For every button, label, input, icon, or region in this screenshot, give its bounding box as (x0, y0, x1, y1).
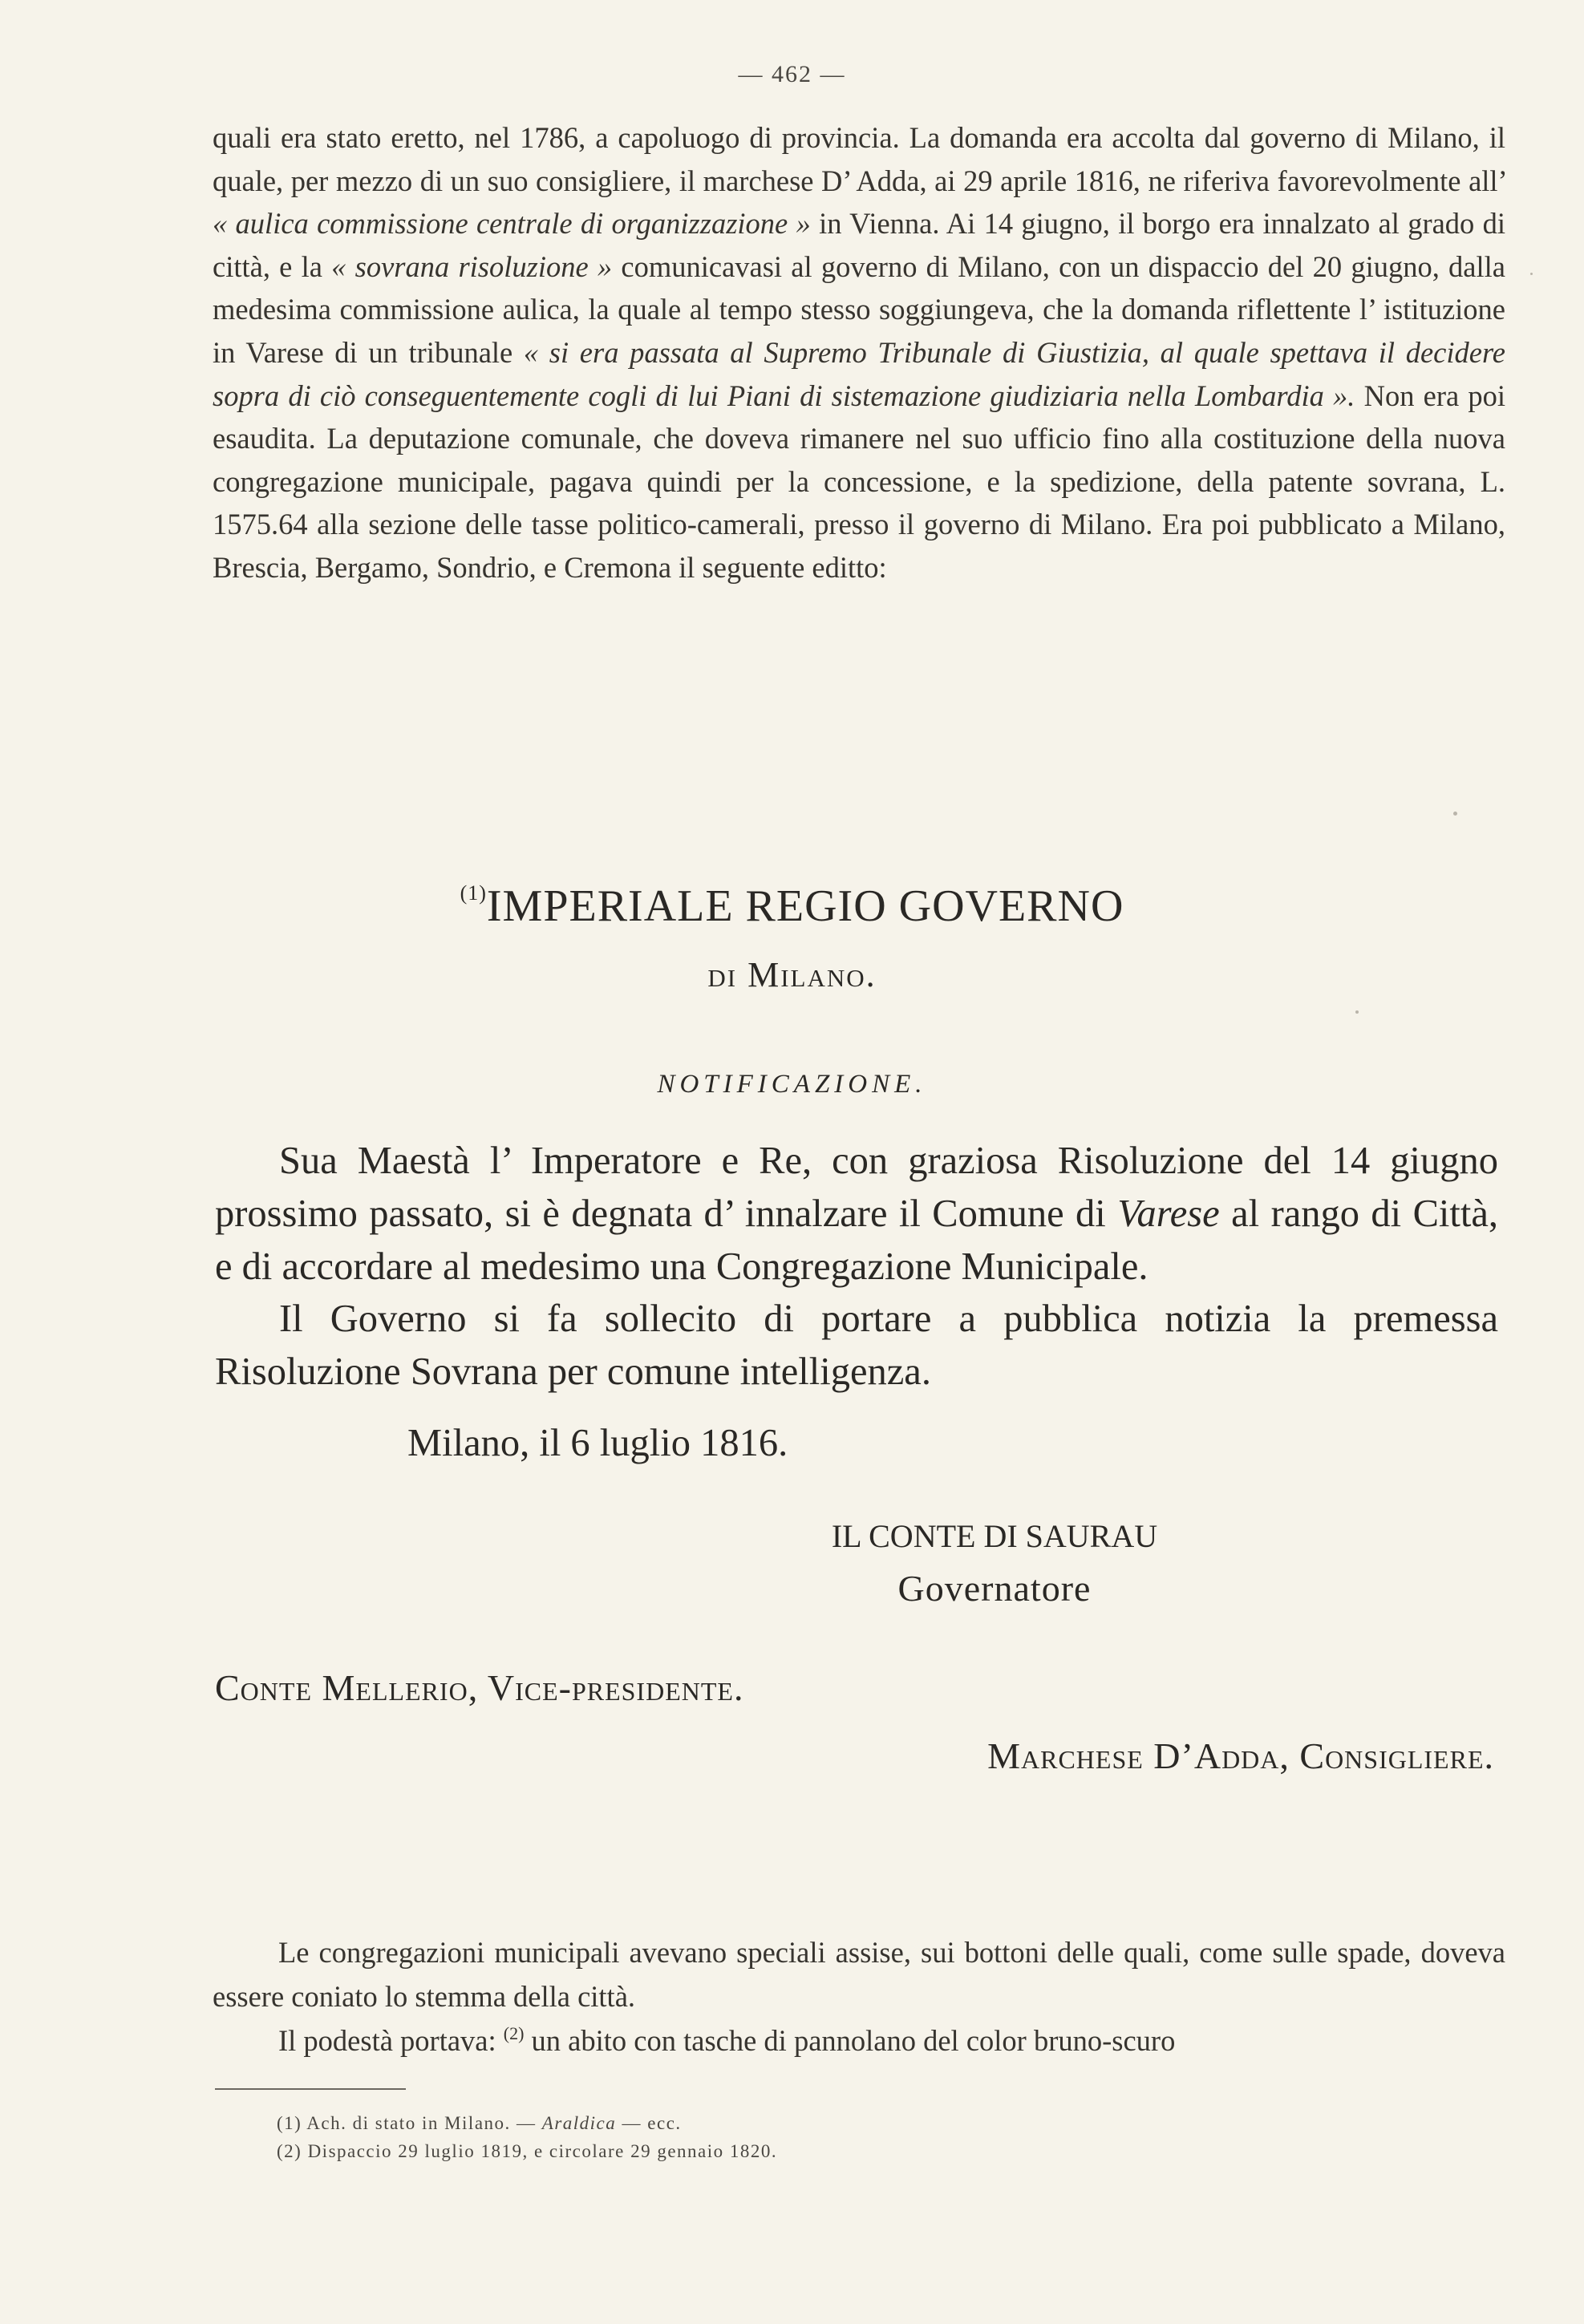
intro-text-3: comunicavasi al governo di Milano, con un dispaccio del 20 giugno, dalla medesima commissione aulica, la quale al tempo stesso soggiungeva, che la domanda riflettente l’ istituzione in Varese di un tribunale (213, 249, 1505, 369)
intro-quote-3: « si era passata al Supremo Tribunale di Giustizia, al quale spettava il decidere sopra di ciò conseguentemente cogli di lui Piani di sistemazione giudiziaria nella Lombardia ». (213, 335, 1505, 412)
footnote-1-text-b: — ecc. (616, 2113, 682, 2133)
edict-heading (0, 881, 1584, 932)
intro-quote-1: « aulica commissione centrale di organizzazione » (213, 207, 811, 241)
decree-paragraph-1 (215, 1135, 1498, 1294)
edict-heading-text: IMPERIALE REGIO GOVERNO (486, 881, 1124, 931)
decree-paragraph-2 (215, 1293, 1498, 1399)
signer-title: Governatore (897, 1568, 1092, 1609)
footnote-marker-2: (2) (503, 2023, 525, 2043)
signature-councillor: Marchese D’Adda, Consigliere. (987, 1735, 1494, 1776)
paper-speck (1453, 812, 1457, 816)
edict-subheading: di Milano. (707, 955, 877, 994)
page-number: — 462 — (738, 61, 846, 87)
decree-text-1b: al rango di Città, e di accordare al medesimo una Congregazione Municipale. (215, 1192, 1498, 1288)
footnote-2: (2) Dispaccio 29 luglio 1819, e circolare 29 gennaio 1820. (277, 2141, 778, 2161)
edict-date: Milano, il 6 luglio 1816. (407, 1422, 788, 1464)
intro-text-1: quali era stato eretto, nel 1786, a capoluogo di provincia. La domanda era accolta dal governo di Milano, il quale, per mezzo di un suo consigliere, il marchese D’ Adda, ai 29 aprile 1816, ne riferiva favorevolmente all’ (213, 121, 1505, 197)
closing-paragraph-2 (213, 2018, 1505, 2063)
intro-text-4: Non era poi esaudita. La deputazione comunale, che doveva rimanere nel suo ufficio fino alla costituzione della nuova congregazione municipale, pagava quindi per la concessione, e la spedizione, della patente sovrana, L. 1575.64 alla sezione delle tasse politico-camerali, presso il governo di Milano. Era poi pubblicato a Milano, Brescia, Bergamo, Sondrio, e Cremona il seguente editto: (213, 379, 1505, 584)
decree-text-1a: Sua Maestà l’ Imperatore e Re, con graziosa Risoluzione del 14 giugno prossimo passato, si è degnata d’ innalzare il Comune di (215, 1140, 1498, 1235)
decree-place: Varese (1117, 1192, 1220, 1235)
paper-speck (1530, 273, 1533, 275)
signer-name: IL CONTE DI SAURAU (831, 1518, 1158, 1554)
intro-paragraph (213, 116, 1505, 589)
intro-text-2: in Vienna. Ai 14 giugno, il borgo era innalzato al grado di città, e la (213, 207, 1506, 283)
notice-title: NOTIFICAZIONE. (657, 1070, 927, 1099)
footnote-1-italic: Araldica (541, 2113, 617, 2133)
paper-speck (1355, 1010, 1359, 1014)
signature-vice-president: Conte Mellerio, Vice-presidente. (215, 1667, 744, 1708)
footnote-1 (277, 2109, 777, 2137)
closing-text-2b: un abito con tasche di pannolano del color bruno-scuro (524, 2024, 1176, 2057)
closing-paragraphs (213, 1930, 1505, 2063)
decree-text-2: Il Governo si fa sollecito di portare a pubblica notizia la premessa Risoluzione Sovrana per comune intelligenza. (215, 1298, 1498, 1393)
footnotes (277, 2109, 777, 2165)
intro-quote-2: « sovrana risoluzione » (331, 249, 613, 283)
footnote-divider (215, 2088, 406, 2090)
footnote-marker-1: (1) (460, 881, 487, 905)
closing-paragraph-1: Le congregazioni municipali avevano speciali assise, sui bottoni delle quali, come sulle spade, doveva essere coniato lo stemma della città. (213, 1936, 1505, 2013)
closing-text-2a: Il podestà portava: (278, 2024, 504, 2057)
footnote-1-text-a: (1) Ach. di stato in Milano. — (277, 2113, 542, 2133)
